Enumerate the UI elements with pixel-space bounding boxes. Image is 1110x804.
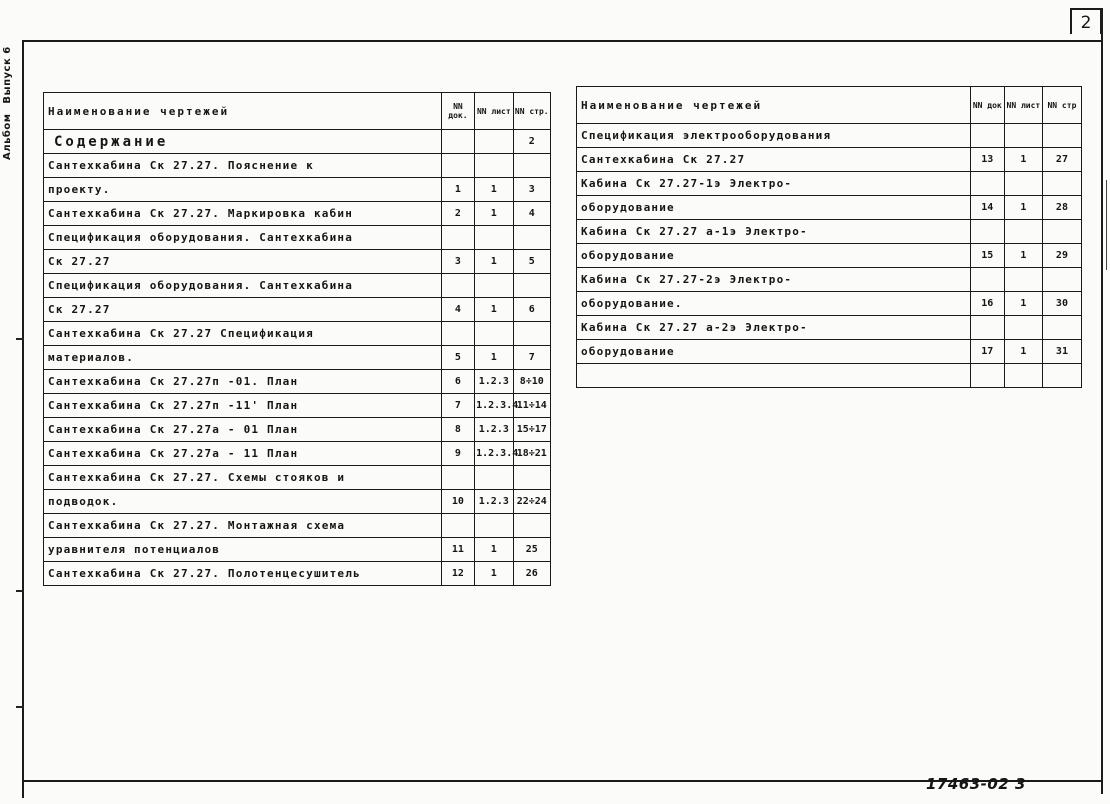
doc-number-cell [441, 514, 474, 538]
table-row [577, 340, 1082, 364]
table-row [44, 226, 551, 250]
table-row [44, 250, 551, 274]
doc-number-cell: 17 [970, 340, 1004, 364]
table-row [577, 172, 1082, 196]
page-number-cell: 30 [1042, 292, 1081, 316]
doc-number-cell: 12 [441, 562, 474, 586]
page-number-cell: 3 [513, 178, 550, 202]
doc-number-cell [441, 274, 474, 298]
header-sheet-number: NN лист [475, 93, 513, 130]
binding-tick [16, 706, 24, 708]
right-table-body [577, 124, 1082, 388]
binding-tick [16, 338, 24, 340]
table-row [577, 292, 1082, 316]
sheet-number-cell [475, 226, 513, 250]
table-row [577, 364, 1082, 388]
binding-tick [16, 590, 24, 592]
document-number: 17463-02 3 [926, 775, 1026, 793]
page-number-cell: 4 [513, 202, 550, 226]
frame-right [1101, 8, 1103, 794]
doc-number-cell [441, 130, 474, 154]
doc-number-cell [970, 124, 1004, 148]
drawing-name-cell: Спецификация оборудования. Сантехкабина [44, 226, 442, 250]
doc-number-cell: 7 [441, 394, 474, 418]
scan-mark [1106, 180, 1107, 270]
page-number-cell [513, 322, 550, 346]
album-label-text: Альбом [2, 113, 13, 160]
doc-number-cell: 1 [441, 178, 474, 202]
sheet-number-cell: 1 [1004, 148, 1042, 172]
doc-number-cell: 9 [441, 442, 474, 466]
doc-number-cell: 5 [441, 346, 474, 370]
doc-number-cell [970, 172, 1004, 196]
header-doc-number: NN док [970, 87, 1004, 124]
table-row [577, 124, 1082, 148]
sheet-number-cell: 1.2.3 [475, 418, 513, 442]
sheet-number-cell: 1 [475, 250, 513, 274]
album-label [2, 36, 13, 160]
drawing-name-cell: оборудование. [577, 292, 971, 316]
doc-number-cell: 15 [970, 244, 1004, 268]
doc-number-cell [970, 268, 1004, 292]
drawing-name-cell: Сантехкабина Ск 27.27а - 11 План [44, 442, 442, 466]
table-row [44, 466, 551, 490]
sheet-number-cell [1004, 172, 1042, 196]
drawing-name-cell: Ск 27.27 [44, 298, 442, 322]
drawing-name-cell: оборудование [577, 244, 971, 268]
table-row [44, 370, 551, 394]
page-number-cell [1042, 220, 1081, 244]
page-number-cell: 6 [513, 298, 550, 322]
sheet-number-cell [475, 154, 513, 178]
drawing-name-cell: Сантехкабина Ск 27.27. Пояснение к [44, 154, 442, 178]
drawing-name-cell: Спецификация оборудования. Сантехкабина [44, 274, 442, 298]
frame-left [22, 40, 24, 798]
page-number-cell: 5 [513, 250, 550, 274]
table-row [44, 322, 551, 346]
drawing-name-cell: Кабина Ск 27.27-1э Электро- [577, 172, 971, 196]
doc-number-cell [441, 226, 474, 250]
drawing-name-cell: оборудование [577, 196, 971, 220]
sheet-number-cell: 1.2.3 [475, 490, 513, 514]
page-number-cell: 8÷10 [513, 370, 550, 394]
table-row [44, 562, 551, 586]
header-drawing-name: Наименование чертежей [44, 93, 442, 130]
drawing-name-cell: оборудование [577, 340, 971, 364]
page-number-cell: 7 [513, 346, 550, 370]
drawing-name-cell: Сантехкабина Ск 27.27 [577, 148, 971, 172]
drawing-name-cell: Сантехкабина Ск 27.27п -01. План [44, 370, 442, 394]
drawing-name-cell [577, 364, 971, 388]
page-number-cell: 28 [1042, 196, 1081, 220]
drawing-name-cell: Сантехкабина Ск 27.27п -11' План [44, 394, 442, 418]
doc-number-cell: 14 [970, 196, 1004, 220]
page-number-cell [1042, 268, 1081, 292]
page-number-cell [513, 154, 550, 178]
sheet-number-cell: 1 [475, 538, 513, 562]
doc-number-cell: 10 [441, 490, 474, 514]
sheet-number-cell: 1.2.3 [475, 370, 513, 394]
page-number-cell [1042, 316, 1081, 340]
table-row [44, 538, 551, 562]
sheet-number-cell: 1.2.3.4 [475, 394, 513, 418]
doc-number-cell [441, 154, 474, 178]
sheet-number-cell: 1 [1004, 196, 1042, 220]
contents-table-right [576, 86, 1082, 388]
drawing-name-cell: проекту. [44, 178, 442, 202]
left-table-body [44, 130, 551, 586]
table-row [577, 220, 1082, 244]
doc-number-cell: 16 [970, 292, 1004, 316]
drawing-name-cell: Сантехкабина Ск 27.27. Маркировка кабин [44, 202, 442, 226]
header-page-number: NN стр [1042, 87, 1081, 124]
drawing-name-cell: подводок. [44, 490, 442, 514]
sheet-number-cell [475, 274, 513, 298]
page-number-cell [513, 226, 550, 250]
table-row [44, 490, 551, 514]
table-row [577, 148, 1082, 172]
page-number-cell: 18÷21 [513, 442, 550, 466]
sheet-number-cell: 1.2.3.4 [475, 442, 513, 466]
sheet-number-cell: 1 [1004, 292, 1042, 316]
drawing-name-cell: Сантехкабина Ск 27.27а - 01 План [44, 418, 442, 442]
drawing-name-cell: Сантехкабина Ск 27.27 Спецификация [44, 322, 442, 346]
sheet-number-cell [1004, 316, 1042, 340]
issue-label-text: Выпуск 6 [2, 46, 13, 104]
table-row [44, 394, 551, 418]
header-drawing-name: Наименование чертежей [577, 87, 971, 124]
table-row [44, 130, 551, 154]
table-row [44, 178, 551, 202]
doc-number-cell: 3 [441, 250, 474, 274]
table-row [44, 154, 551, 178]
doc-number-cell: 11 [441, 538, 474, 562]
doc-number-cell: 8 [441, 418, 474, 442]
doc-number-cell: 13 [970, 148, 1004, 172]
doc-number-cell: 2 [441, 202, 474, 226]
table-row [577, 316, 1082, 340]
page-number-cell [1042, 364, 1081, 388]
drawing-name-cell: Сантехкабина Ск 27.27. Монтажная схема [44, 514, 442, 538]
sheet-number: 2 [1070, 8, 1102, 34]
sheet-number-cell: 1 [475, 562, 513, 586]
drawing-name-cell: Сантехкабина Ск 27.27. Схемы стояков и [44, 466, 442, 490]
page-number-cell: 27 [1042, 148, 1081, 172]
sheet-number-cell [475, 130, 513, 154]
contents-table-left [43, 92, 551, 586]
drawing-name-cell: Кабина Ск 27.27 а-2э Электро- [577, 316, 971, 340]
doc-number-cell [970, 316, 1004, 340]
header-doc-number: NN док. [441, 93, 474, 130]
page-number-cell [513, 514, 550, 538]
drawing-name-cell: материалов. [44, 346, 442, 370]
table-row [44, 346, 551, 370]
doc-number-cell [970, 364, 1004, 388]
table-row [44, 442, 551, 466]
header-page-number: NN стр. [513, 93, 550, 130]
page-number-cell: 26 [513, 562, 550, 586]
sheet-number-cell [475, 466, 513, 490]
page-number-cell [513, 274, 550, 298]
table-row [44, 274, 551, 298]
page-number-cell [1042, 124, 1081, 148]
page-number-cell [1042, 172, 1081, 196]
sheet-number-cell: 1 [475, 202, 513, 226]
table-row [44, 418, 551, 442]
sheet-number-cell [1004, 364, 1042, 388]
page-number-cell: 15÷17 [513, 418, 550, 442]
table-row [44, 514, 551, 538]
page-number-cell: 25 [513, 538, 550, 562]
drawing-name-cell: Кабина Ск 27.27 а-1э Электро- [577, 220, 971, 244]
sheet-number-cell [475, 514, 513, 538]
doc-number-cell [441, 322, 474, 346]
page-number-cell [513, 466, 550, 490]
sheet-number-cell [475, 322, 513, 346]
sheet-number-cell: 1 [475, 298, 513, 322]
table-row [577, 268, 1082, 292]
page-number-cell: 29 [1042, 244, 1081, 268]
sheet-number-cell: 1 [475, 346, 513, 370]
drawing-name-cell: Кабина Ск 27.27-2э Электро- [577, 268, 971, 292]
table-row [577, 196, 1082, 220]
drawing-name-cell: Спецификация электрооборудования [577, 124, 971, 148]
doc-number-cell [970, 220, 1004, 244]
page-number-cell: 31 [1042, 340, 1081, 364]
doc-number-cell [441, 466, 474, 490]
table-row [44, 298, 551, 322]
drawing-name-cell: Содержание [44, 130, 442, 154]
sheet-number-cell [1004, 268, 1042, 292]
table-row [44, 202, 551, 226]
frame-top [22, 40, 1102, 42]
page-number-cell: 22÷24 [513, 490, 550, 514]
doc-number-cell: 6 [441, 370, 474, 394]
drawing-name-cell: Ск 27.27 [44, 250, 442, 274]
table-row [577, 244, 1082, 268]
page-number-cell: 11÷14 [513, 394, 550, 418]
sheet-number-cell: 1 [475, 178, 513, 202]
sheet-number-cell: 1 [1004, 340, 1042, 364]
sheet-number-cell [1004, 124, 1042, 148]
drawing-name-cell: уравнителя потенциалов [44, 538, 442, 562]
drawing-name-cell: Сантехкабина Ск 27.27. Полотенцесушитель [44, 562, 442, 586]
sheet-number-cell [1004, 220, 1042, 244]
page-number-cell: 2 [513, 130, 550, 154]
doc-number-cell: 4 [441, 298, 474, 322]
header-sheet-number: NN лист [1004, 87, 1042, 124]
sheet-number-cell: 1 [1004, 244, 1042, 268]
